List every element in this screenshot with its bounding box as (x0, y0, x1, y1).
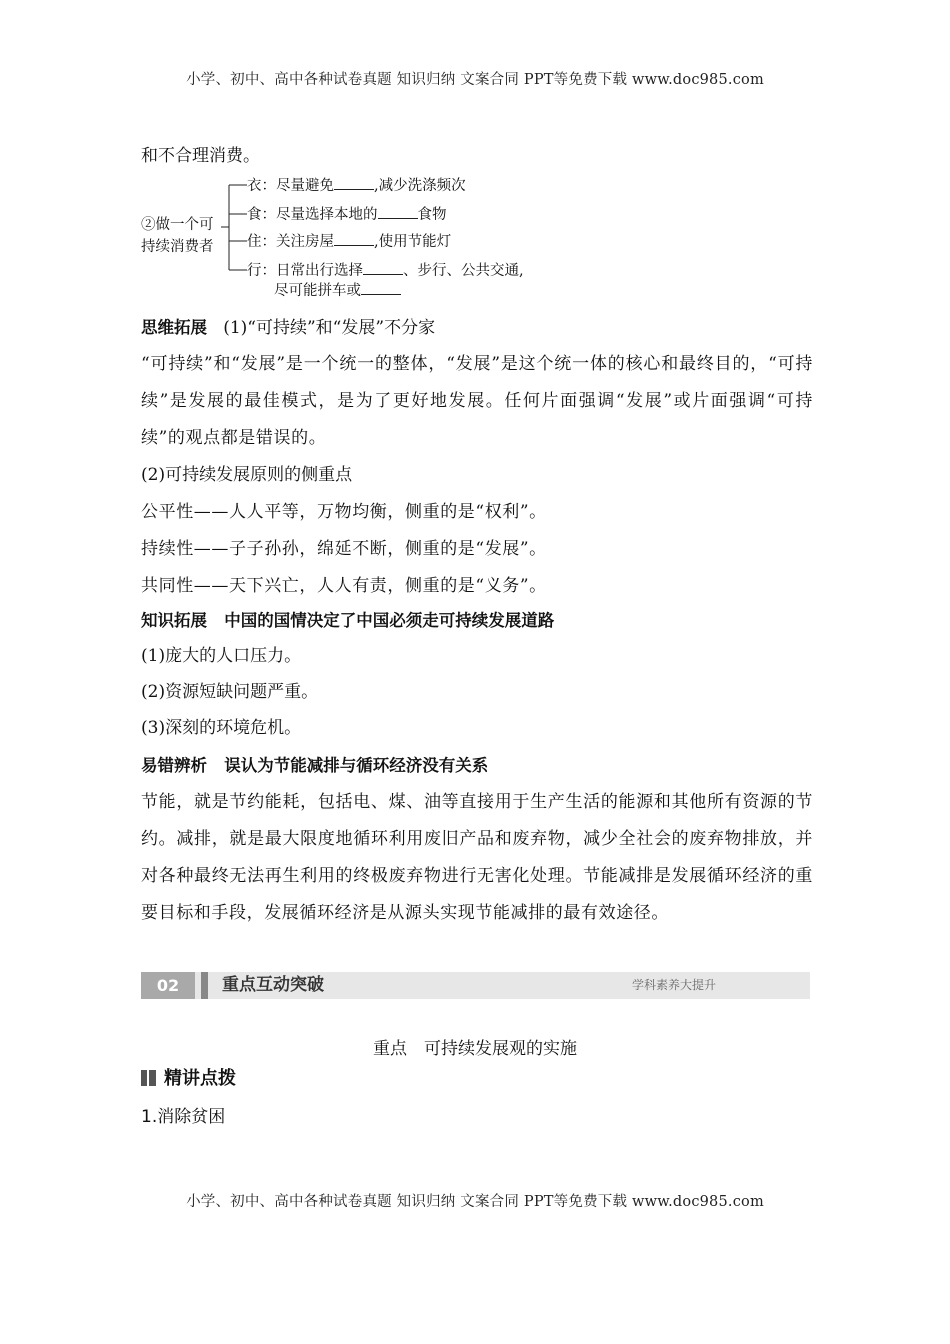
section-marker-icon (141, 1070, 156, 1086)
diagram-item-travel-cont: 尽可能拼车或 (274, 280, 401, 301)
banner-title: 重点互动突破 (222, 975, 324, 995)
diagram-item-clothing: 衣：尽量避免 ,减少洗涤频次 (247, 175, 466, 196)
intro-line: 和不合理消费。 (141, 146, 260, 166)
page-footer: 小学、初中、高中各种试卷真题 知识归纳 文案合同 PPT等免费下载 www.doc985.com (186, 1194, 764, 1210)
zhishi-heading (141, 602, 813, 639)
banner-divider (201, 972, 208, 999)
page-header: 小学、初中、高中各种试卷真题 知识归纳 文案合同 PPT等免费下载 www.doc985.com (186, 72, 764, 88)
jingjiang-text: 精讲点拨 (164, 1068, 236, 1089)
zhishi-title: 中国的国情决定了中国必须走可持续发展道路 (224, 611, 555, 630)
section-banner (141, 972, 810, 999)
yicuo-label: 易错辨析 (141, 756, 207, 775)
yicuo-paragraph: 节能，就是节约能耗，包括电、煤、油等直接用于生产生活的能源和其他所有资源的节约。减排，就是最大限度地循环利用废旧产品和废弃物，减少全社会的废弃物排放，并对各种最终无法再生利用的终极废弃物进行无害化处理。节能减排是发展循环经济的重要目标和手段，发展循环经济是从源头实现节能减排的最有效途径。 (141, 792, 813, 923)
blank-line (361, 280, 401, 295)
jingjiang-heading (141, 1066, 236, 1092)
yicuo-heading (141, 747, 813, 784)
sustainability-line: 持续性——子子孙孙，绵延不断，侧重的是“发展”。 (141, 539, 547, 559)
fairness-line: 公平性——人人平等，万物均衡，侧重的是“权利”。 (141, 502, 547, 522)
diagram-item-housing: 住：关注房屋 ,使用节能灯 (247, 231, 451, 252)
zhishi-item-2: (2)资源短缺问题严重。 (141, 682, 319, 702)
blank-line (334, 175, 374, 190)
commonality-line: 共同性——天下兴亡，人人有责，侧重的是“义务”。 (141, 576, 547, 596)
subsection-title: 1.消除贫困 (141, 1107, 226, 1127)
siwei-label: 思维拓展 (141, 318, 207, 337)
consumer-diagram (141, 172, 561, 298)
blank-line (378, 204, 418, 219)
zhishi-item-1: (1)庞大的人口压力。 (141, 646, 302, 666)
diagram-label-line2: 持续消费者 (141, 239, 214, 255)
siwei-title1: (1)“可持续”和“发展”不分家 (223, 318, 436, 338)
siwei-paragraph: “可持续”和“发展”是一个统一的整体，“发展”是这个统一体的核心和最终目的，“可持续”是发展的最佳模式，是为了更好地发展。任何片面强调“发展”或片面强调“可持续”的观点都是错误的。 (141, 354, 813, 448)
siwei-title2: (2)可持续发展原则的侧重点 (141, 465, 353, 485)
diagram-label-line1: ②做一个可 (141, 217, 214, 233)
banner-subtitle: 学科素养大提升 (631, 978, 716, 992)
banner-number: 02 (141, 972, 195, 999)
yicuo-title: 误认为节能减排与循环经济没有关系 (224, 756, 489, 775)
zhishi-label: 知识拓展 (141, 611, 207, 630)
diagram-item-travel: 行：日常出行选择 、步行、公共交通, (247, 260, 524, 281)
siwei-heading (141, 309, 813, 347)
diagram-item-food: 食：尽量选择本地的 食物 (247, 204, 447, 225)
section-title: 重点 可持续发展观的实施 (373, 1039, 577, 1059)
blank-line (334, 231, 374, 246)
diagram-label (141, 214, 214, 258)
zhishi-item-3: (3)深刻的环境危机。 (141, 718, 302, 738)
blank-line (363, 260, 403, 275)
